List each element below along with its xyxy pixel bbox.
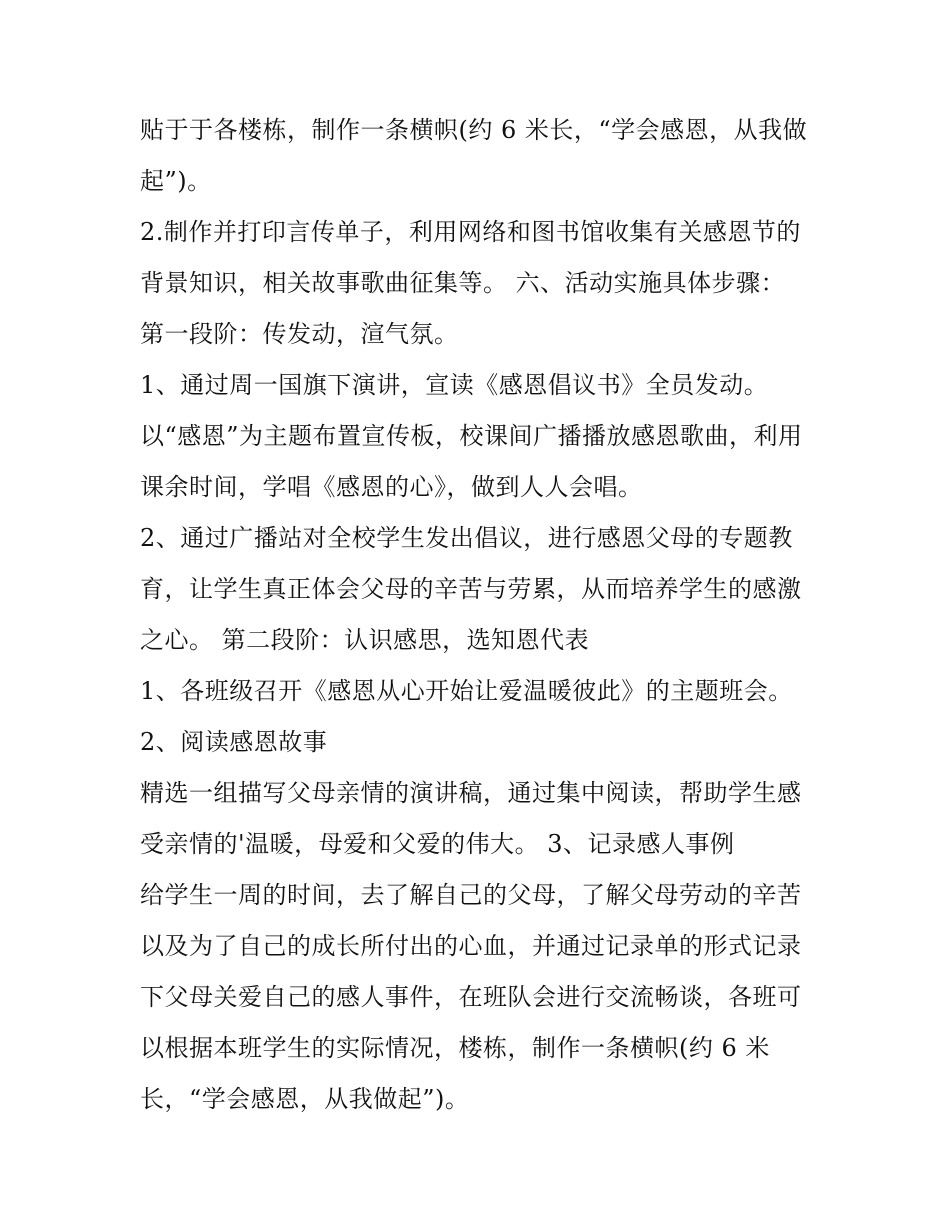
text-line: 长，“学会感恩，从我做起”)。 — [140, 1085, 470, 1113]
text-line: 下父母关爱自己的感人事件，在班队会进行交流畅谈，各班可 — [140, 983, 802, 1011]
text-line: 以及为了自己的成长所付出的心血，并通过记录单的形式记录 — [140, 932, 802, 960]
text-line: 给学生一周的时间，去了解自己的父母，了解父母劳动的辛苦 — [140, 881, 802, 909]
text-line: 之心。 第二段阶：认识感思，选知恩代表 — [140, 626, 590, 654]
text-line: 贴于于各楼栋，制作一条横帜(约 6 米长，“学会感恩，从我做 — [140, 116, 808, 144]
document-body — [140, 105, 820, 1125]
text-line: 2、阅读感恩故事 — [140, 728, 328, 756]
text-line: 精选一组描写父母亲情的演讲稿，通过集中阅读，帮助学生感 — [140, 779, 802, 807]
text-line: 2、通过广播站对全校学生发出倡议，进行感恩父母的专题教 — [140, 524, 793, 552]
text-line: 第一段阶：传发动，渲气氛。 — [140, 320, 459, 348]
text-line: 2.制作并打印言传单子，利用网络和图书馆收集有关感恩节的 — [140, 218, 801, 246]
text-line: 育，让学生真正体会父母的辛苦与劳累，从而培养学生的感激 — [140, 575, 802, 603]
text-line: 1、各班级召开《感恩从心开始让爱温暖彼此》的主题班会。 — [140, 677, 793, 705]
text-line: 1、通过周一国旗下演讲，宣读《感恩倡议书》全员发动。 — [140, 371, 769, 399]
text-line: 受亲情的'温暖，母爱和父爱的伟大。 3、记录感人事例 — [140, 830, 735, 858]
text-line: 背景知识，相关故事歌曲征集等。 六、活动实施具体步骤： — [140, 269, 786, 297]
text-line: 课余时间，学唱《感恩的心》，做到人人会唱。 — [140, 473, 643, 501]
text-line: 起”)。 — [140, 167, 212, 195]
text-line: 以根据本班学生的实际情况，楼栋，制作一条横帜(约 6 米 — [140, 1034, 770, 1062]
text-line: 以“感恩”为主题布置宣传板，校课间广播播放感恩歌曲，利用 — [140, 422, 803, 450]
